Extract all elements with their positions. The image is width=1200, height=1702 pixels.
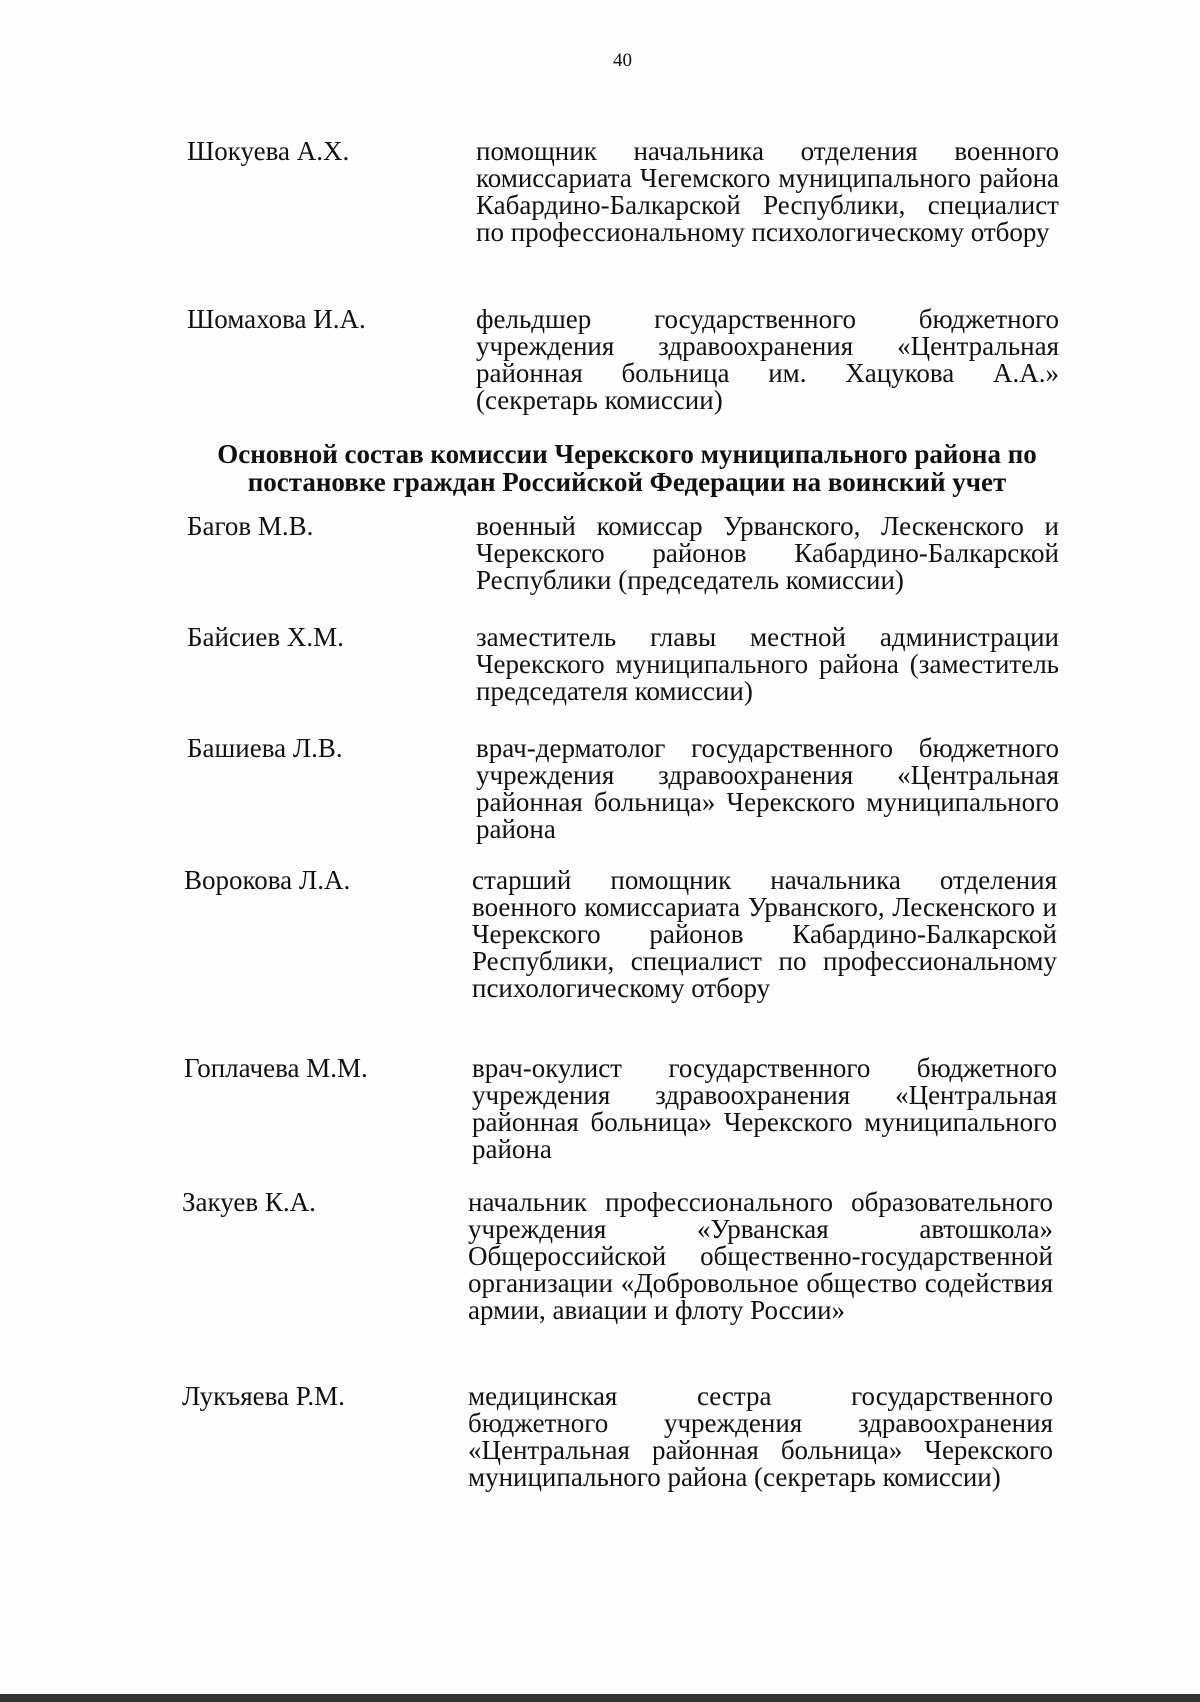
member-name: Шомахова И.А. — [187, 304, 366, 334]
member-name: Байсиев Х.М. — [187, 622, 344, 652]
member-name: Шокуева А.Х. — [187, 136, 350, 166]
member-name: Башиева Л.В. — [187, 733, 343, 763]
member-role: помощник начальника отделения военного комиссариата Чегемского муниципального района Кабардино-Балкарской Республики, специалист по профессиональному психологическому отбору — [476, 136, 1059, 247]
member-role: врач-дерматолог государственного бюджетного учреждения здравоохранения «Центральная районная больница» Черекского муниципального района — [476, 733, 1059, 844]
member-role: заместитель главы местной администрации Черекского муниципального района (заместитель председателя комиссии) — [476, 622, 1059, 706]
member-name: Закуев К.А. — [182, 1187, 316, 1217]
member-role: начальник профессионального образовательного учреждения «Урванская автошкола» Общероссийской общественно-государственной организации «Добровольное общество содействия армии, авиации и флоту России» — [468, 1187, 1053, 1325]
member-role: военный комиссар Урванского, Лескенского и Черекского районов Кабардино-Балкарской Республики (председатель комиссии) — [476, 511, 1059, 595]
member-role: старший помощник начальника отделения военного комиссариата Урванского, Лескенского и Черекского районов Кабардино-Балкарской Республики, специалист по профессиональному психологическому отбору — [472, 865, 1057, 1003]
scan-edge — [0, 1694, 1200, 1702]
member-name: Гоплачева М.М. — [184, 1053, 368, 1083]
member-name: Лукъяева Р.М. — [182, 1381, 345, 1411]
page-number: 40 — [613, 50, 632, 71]
member-name: Ворокова Л.А. — [184, 865, 351, 895]
member-role: фельдшер государственного бюджетного учреждения здравоохранения «Центральная районная больница им. Хацукова А.А.» (секретарь комиссии) — [476, 304, 1059, 415]
section-title: Основной состав комиссии Черекского муниципального района по постановке граждан Российской Федерации на воинский учет — [217, 439, 1037, 497]
member-role: врач-окулист государственного бюджетного учреждения здравоохранения «Центральная районная больница» Черекского муниципального района — [472, 1053, 1057, 1164]
member-role: медицинская сестра государственного бюджетного учреждения здравоохранения «Центральная районная больница» Черекского муниципального района (секретарь комиссии) — [468, 1381, 1053, 1492]
member-name: Багов М.В. — [187, 511, 314, 541]
